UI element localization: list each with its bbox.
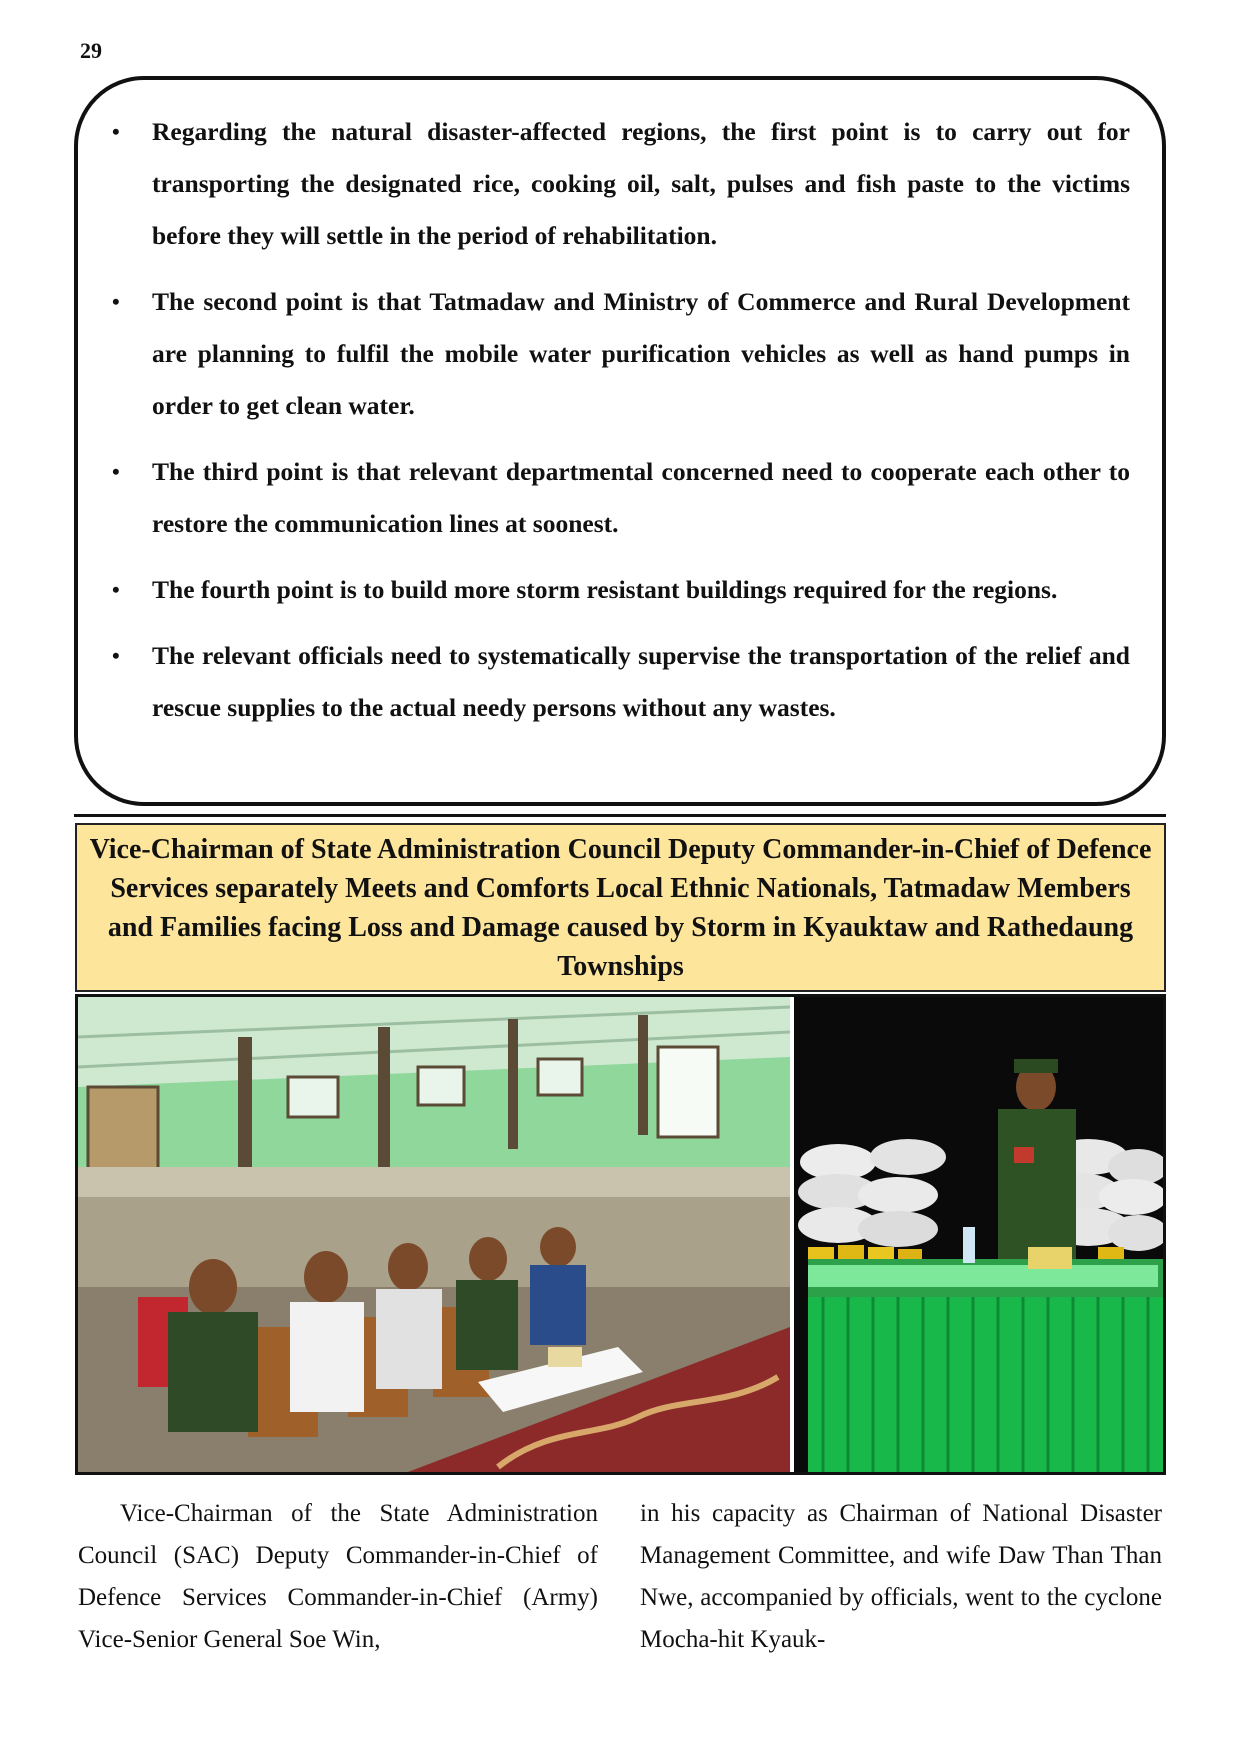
photo-frame xyxy=(75,994,1166,1475)
section-divider xyxy=(74,814,1166,817)
key-point-text: The second point is that Tatmadaw and Ministry of Commerce and Rural Development are planning to fulfil the mobile water purification vehicles as well as hand pumps in order to get clean water. xyxy=(152,287,1130,420)
body-column-right: in his capacity as Chairman of National Disaster Management Committee, and wife Daw Than Than Nwe, accompanied by officials, went to the cyclone Mocha-hit Kyauk- xyxy=(640,1500,1162,1653)
article-headline: Vice-Chairman of State Administration Council Deputy Commander-in-Chief of Defence Services separately Meets and Comforts Local Ethnic Nationals, Tatmadaw Members and Families facing Loss and Damage caused by Storm in Kyauktaw and Rathedaung Townships xyxy=(89,833,1152,982)
bullet-icon: • xyxy=(112,119,120,144)
key-points-list xyxy=(78,106,1162,748)
key-points-box xyxy=(74,76,1166,806)
bullet-icon: • xyxy=(112,577,120,602)
key-point-item xyxy=(112,564,1130,616)
bullet-icon: • xyxy=(112,459,120,484)
key-point-text: The relevant officials need to systematically supervise the transportation of the relief and rescue supplies to the actual needy persons without any wastes. xyxy=(152,641,1130,722)
bullet-icon: • xyxy=(112,289,120,314)
photo-collage xyxy=(78,997,1163,1472)
relief-supplies-photo xyxy=(794,997,1163,1472)
key-point-text: The third point is that relevant departmental concerned need to cooperate each other to restore the communication lines at soonest. xyxy=(152,457,1130,538)
key-point-item xyxy=(112,630,1130,734)
body-column-left: Vice-Chairman of the State Administration Council (SAC) Deputy Commander-in-Chief of Defence Services Commander-in-Chief (Army) Vice-Senior General Soe Win, xyxy=(78,1500,598,1653)
key-point-item xyxy=(112,276,1130,432)
key-point-text: The fourth point is to build more storm resistant buildings required for the regions. xyxy=(152,575,1058,604)
key-point-text: Regarding the natural disaster-affected regions, the first point is to carry out for transporting the designated rice, cooking oil, salt, pulses and fish paste to the victims before they will settle in the period of rehabilitation. xyxy=(152,117,1130,250)
key-point-item xyxy=(112,446,1130,550)
meeting-hall-photo xyxy=(78,997,790,1472)
key-point-item xyxy=(112,106,1130,262)
page-number: 29 xyxy=(80,38,102,63)
bullet-icon: • xyxy=(112,643,120,668)
headline-box xyxy=(75,823,1166,992)
